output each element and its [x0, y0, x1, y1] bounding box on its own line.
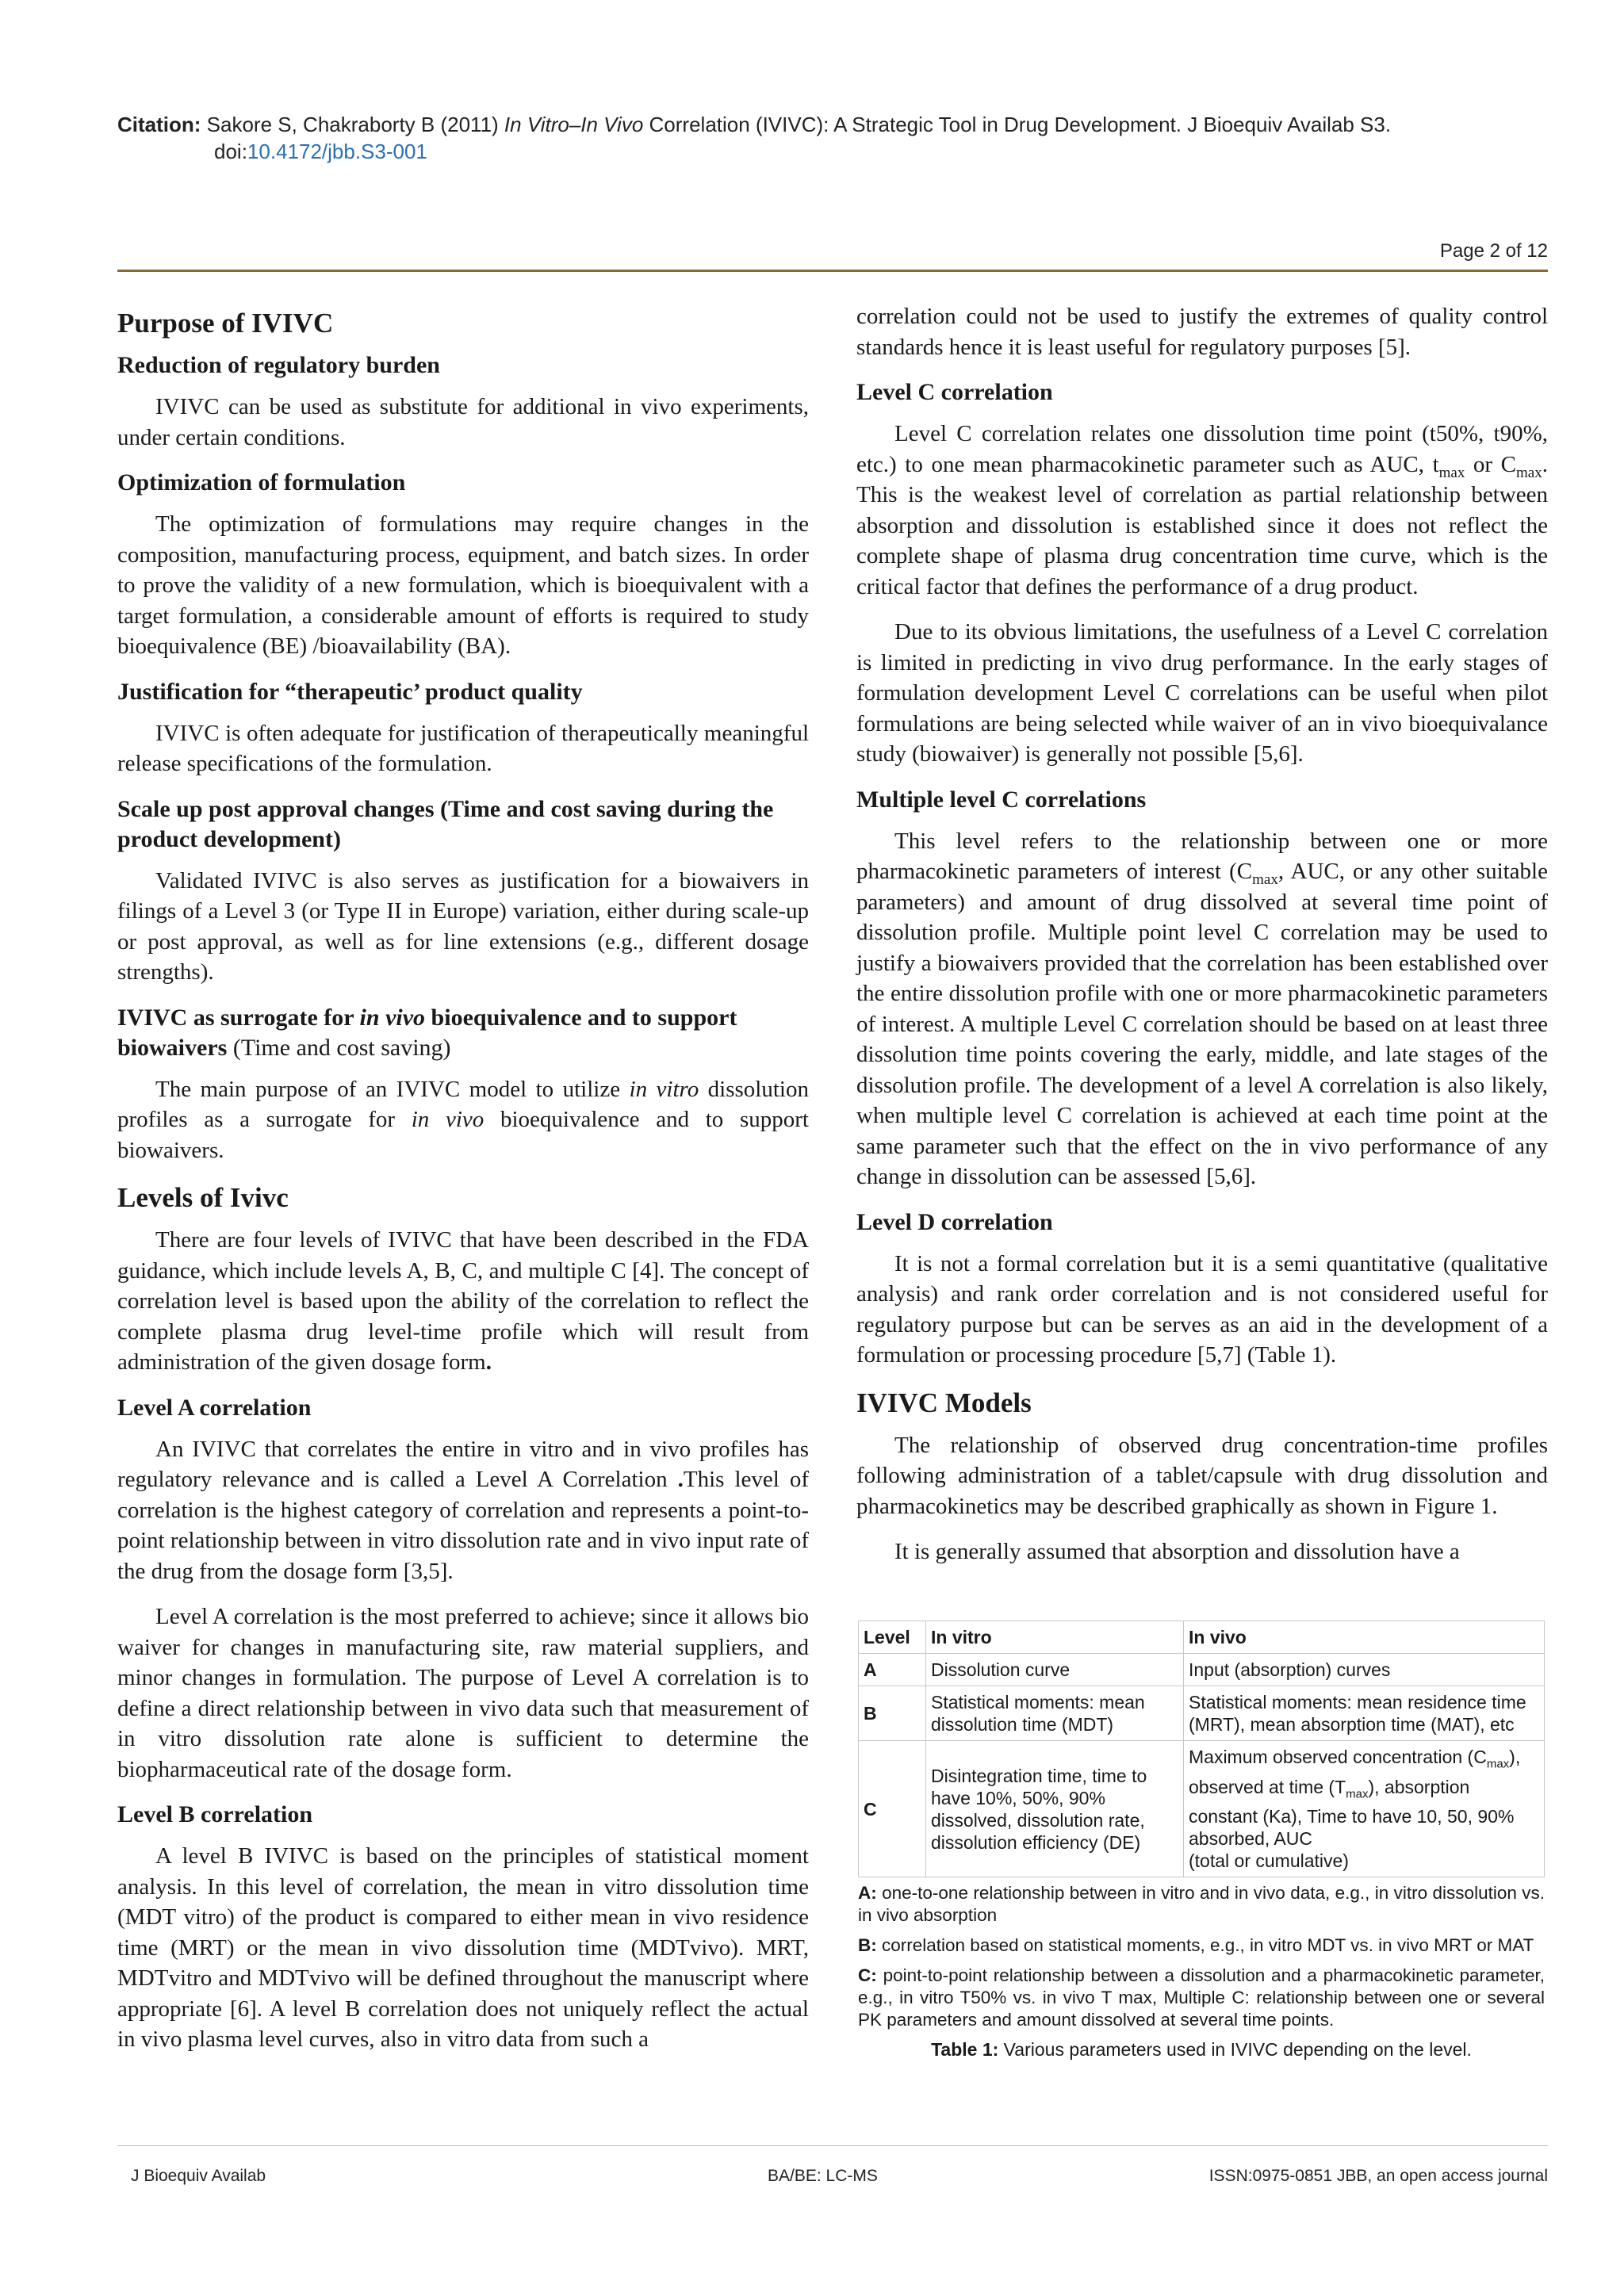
heading-reduction: Reduction of regulatory burden [117, 352, 440, 378]
table-1 [858, 1621, 1545, 2061]
table-cell-in-vivo: Statistical moments: mean residence time (MRT), mean absorption time (MAT), etc [1184, 1686, 1545, 1741]
heading-justification: Justification for “therapeutic’ product quality [117, 678, 583, 705]
heading-surrogate-part: IVIVC as surrogate for [117, 1004, 360, 1031]
citation-title: Correlation (IVIVC): A Strategic Tool in Drug Development. J Bioequiv Availab S3. [649, 113, 1392, 136]
table-header-in-vivo: In vivo [1184, 1621, 1545, 1654]
text-run: . [485, 1349, 492, 1375]
heading-scaleup: Scale up post approval changes (Time and cost saving during the product development) [117, 795, 774, 852]
doi-prefix: doi: [214, 140, 247, 163]
table-cell-in-vitro: Statistical moments: mean dissolution time (MDT) [926, 1686, 1184, 1741]
note-label: C: [858, 1965, 877, 1986]
para-reduction: IVIVC can be used as substitute for additional in vivo experiments, under certain conditions. [117, 394, 809, 450]
para-surrogate [117, 1074, 809, 1166]
note-text: correlation based on statistical moments, e.g., in vitro MDT vs. in vivo MRT or MAT [876, 1935, 1534, 1956]
heading-surrogate-italic: in vivo [359, 1004, 426, 1031]
table-header-level: Level [859, 1621, 926, 1654]
right-column [856, 301, 1548, 1582]
table-row [859, 1741, 1545, 1877]
text-run: bioequivalence and to support biowaivers. [117, 1107, 809, 1163]
table-caption [858, 2039, 1545, 2061]
table-note-b [858, 1934, 1545, 1957]
table-header-row [859, 1621, 1545, 1654]
para-optimization: The optimization of formulations may require changes in the composition, manufacturing process, equipment, and batch sizes. In order to prove the validity of a new formulation, which is bioequivalent with a target formulation, a considerable amount of efforts is required to study bioequivalence (BE) /bioavailability (BA). [117, 511, 809, 659]
footer-rule [117, 2145, 1548, 2146]
footer-journal: J Bioequiv Availab [131, 2167, 266, 2185]
header-rule [117, 270, 1548, 272]
para-levels [117, 1225, 809, 1378]
note-text: point-to-point relationship between a dissolution and a pharmacokinetic parameter, e.g., in vitro T50% vs. in vivo T max, Multiple C: relationship between one or several PK parameters and amount dissolved at several time points. [858, 1965, 1545, 2030]
caption-label: Table 1: [931, 2039, 999, 2061]
table-note-a [858, 1882, 1545, 1927]
text-run: . This is the weakest level of correlation as partial relationship between absorption and dissolution is established since it does not reflect the complete shape of plasma drug concentration time curve, which is the critical factor that defines the performance of a drug product. [856, 451, 1548, 599]
text-run: The main purpose of an IVIVC model to utilize [155, 1076, 630, 1102]
table-cell-in-vitro: Disintegration time, time to have 10%, 50%, 90% dissolved, dissolution rate, dissolution efficiency (DE) [926, 1741, 1184, 1877]
heading-models: IVIVC Models [856, 1387, 1032, 1418]
heading-multiple-c: Multiple level C correlations [856, 786, 1147, 813]
para-level-c-1 [856, 419, 1548, 602]
para-continuation: correlation could not be used to justify the extremes of quality control standards hence it is least useful for regulatory purposes [5]. [856, 304, 1548, 360]
para-level-a-1 [117, 1434, 809, 1587]
table-notes [858, 1882, 1545, 2031]
text-run: Level C correlation relates one dissolution time point (t50%, t90%, etc.) to one mean pharmacokinetic parameter such as AUC, t [856, 421, 1548, 477]
text-run: ), absorption constant (Ka), Time to have 10, 50, 90% absorbed, AUC [1189, 1776, 1515, 1850]
doi-link[interactable]: 10.4172/jbb.S3-001 [247, 140, 427, 163]
text-run: There are four levels of IVIVC that have been described in the FDA guidance, which include levels A, B, C, and multiple C [4]. The concept of correlation level is based upon the ability of the correlation to reflect the complete plasma drug level-time profile which will result from administration of the given dosage form [117, 1227, 809, 1375]
citation-label: Citation: [117, 113, 201, 136]
text-run: Maximum observed concentration (C [1189, 1747, 1487, 1767]
citation-line-2 [117, 138, 1554, 165]
footer-issn: ISSN:0975-0851 JBB, an open access journal [1208, 2167, 1548, 2185]
text-run: This level refers to the relationship between one or more pharmacokinetic parameters of interest (C [856, 828, 1548, 884]
table-row [859, 1686, 1545, 1741]
heading-level-a: Level A correlation [117, 1394, 312, 1421]
text-run: or C [1465, 451, 1517, 477]
citation-italic-title: In Vitro–In Vivo [504, 113, 644, 136]
table-cell-level: A [859, 1654, 926, 1686]
text-run: This level of correlation is the highest category of correlation and represents a point-to-point relationship between in vitro dissolution rate and in vivo input rate of the drug from the dosage form [3,5]. [117, 1467, 809, 1584]
page-number: Page 2 of 12 [1439, 240, 1548, 262]
table-row [859, 1654, 1545, 1686]
para-level-a-2: Level A correlation is the most preferred to achieve; since it allows bio waiver for changes in manufacturing site, raw material suppliers, and minor changes in formulation. The purpose of Level A correlation is to define a direct relationship between in vivo data such that measurement of in vitro dissolution rate alone is sufficient to determine the biopharmaceutical rate of the dosage form. [117, 1604, 809, 1782]
heading-optimization: Optimization of formulation [117, 469, 406, 496]
note-label: A: [858, 1883, 877, 1904]
text-run: . [677, 1467, 684, 1492]
heading-level-c: Level C correlation [856, 379, 1053, 405]
footer-section: BA/BE: LC-MS [768, 2167, 878, 2185]
table-header-in-vitro: In vitro [926, 1621, 1184, 1654]
text-run: dissolution profiles as a surrogate for [117, 1076, 809, 1132]
table-note-c [858, 1965, 1545, 2031]
heading-surrogate [117, 1003, 809, 1063]
text-run: An IVIVC that correlates the entire in vitro and in vivo profiles has regulatory relevance and is called a Level A Correlation [117, 1436, 809, 1492]
caption-text: Various parameters used in IVIVC depending on the level. [998, 2039, 1472, 2061]
italic-run: in vitro [629, 1076, 699, 1102]
citation-authors: Sakore S, Chakraborty B (2011) [206, 113, 499, 136]
subscript: max [1486, 1757, 1510, 1771]
table-cell-in-vivo [1184, 1741, 1545, 1877]
heading-levels: Levels of Ivivc [117, 1182, 289, 1213]
heading-purpose: Purpose of IVIVC [117, 308, 334, 339]
citation [117, 111, 1554, 165]
italic-run: in vivo [411, 1107, 485, 1132]
para-models-2: It is generally assumed that absorption and dissolution have a [894, 1539, 1460, 1564]
subscript: max [1438, 464, 1465, 481]
table-cell-level: B [859, 1686, 926, 1741]
note-label: B: [858, 1935, 877, 1956]
heading-level-b: Level B correlation [117, 1801, 313, 1827]
para-justification: IVIVC is often adequate for justification of therapeutically meaningful release specifications of the formulation. [117, 720, 809, 776]
para-scaleup: Validated IVIVC is also serves as justification for a biowaivers in filings of a Level 3 (or Type II in Europe) variation, either during scale-up or post approval, as well as for line extensions (e.g., different dosage strengths). [117, 867, 809, 985]
subscript: max [1252, 871, 1278, 888]
citation-line-1 [117, 111, 1554, 138]
ivivc-levels-table [858, 1621, 1545, 1877]
heading-surrogate-part: (Time and cost saving) [227, 1034, 451, 1061]
table-cell-in-vivo: Input (absorption) curves [1184, 1654, 1545, 1686]
note-text: one-to-one relationship between in vitro and in vivo data, e.g., in vitro dissolution vs. in vivo absorption [858, 1883, 1545, 1926]
text-run: ), observed at time (T [1189, 1747, 1521, 1797]
table-cell-level: C [859, 1741, 926, 1877]
subscript: max [1516, 464, 1542, 481]
text-run: , AUC, or any other suitable parameters) and amount of drug dissolved at several time point of dissolution profile. Multiple point level C correlation may be used to justify a biowaivers provided that the correlation has been established over the entire dissolution profile with one or more pharmacokinetic parameters of interest. A multiple Level C correlation should be based on at least three dissolution time points covering the early, middle, and late stages of the dissolution profile. The development of a level A correlation is also likely, when multiple level C correlation is achieved at each time point at the same parameter such that the effect on the in vivo performance of any change in dissolution can be assessed [5,6]. [856, 859, 1548, 1189]
heading-surrogate-part: bioequivalence and to support biowaivers [117, 1004, 737, 1061]
left-column [117, 301, 809, 2070]
subscript: max [1346, 1787, 1369, 1801]
para-level-b: A level B IVIVC is based on the principles of statistical moment analysis. In this level of correlation, the mean in vitro dissolution time (MDT vitro) of the product is compared to either mean in vivo residence time (MRT) or the mean in vivo dissolution time (MDTvivo). MRT, MDTvitro and MDTvivo will be defined throughout the manuscript where appropriate [6]. A level B correlation does not uniquely reflect the actual in vivo plasma level curves, also in vitro data from such a [117, 1843, 809, 2052]
heading-level-d: Level D correlation [856, 1208, 1053, 1235]
para-level-d: It is not a formal correlation but it is a semi quantitative (qualitative analysis) and rank order correlation and is not considered useful for regulatory purpose but can be serves as an aid in the development of a formulation or processing procedure [5,7] (Table 1). [856, 1250, 1548, 1368]
para-models-1: The relationship of observed drug concentration-time profiles following administration of a tablet/capsule with drug dissolution and pharmacokinetics may be described graphically as shown in Figure 1. [856, 1432, 1548, 1519]
para-multiple-c [856, 826, 1548, 1192]
para-level-c-2: Due to its obvious limitations, the usefulness of a Level C correlation is limited in predicting in vivo drug performance. In the early stages of formulation development Level C correlations can be useful when pilot formulations are being selected while waiver of an in vivo bioequivalance study (biowaiver) is generally not possible [5,6]. [856, 619, 1548, 767]
table-cell-in-vitro: Dissolution curve [926, 1654, 1184, 1686]
text-run: (total or cumulative) [1189, 1850, 1349, 1872]
